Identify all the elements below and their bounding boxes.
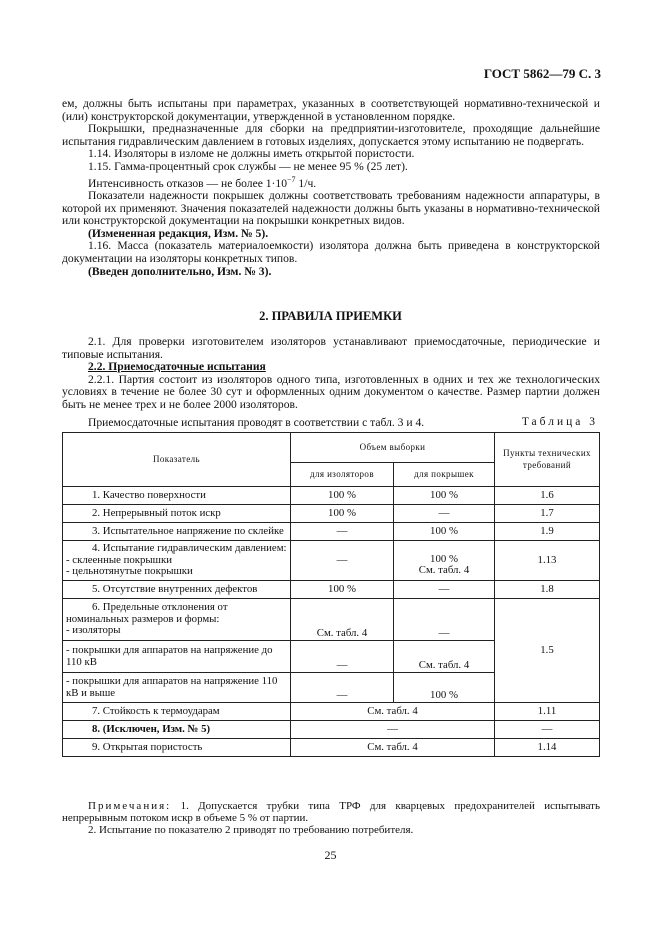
row-covers: — [394, 599, 495, 641]
row-insulators: — [291, 673, 394, 703]
row-indicator: 7. Стойкость к термоударам [63, 703, 291, 721]
failure-rate-text: Интенсивность отказов — не более 1·10 [88, 176, 288, 190]
header-indicator: Показатель [63, 433, 291, 487]
table-row [63, 581, 600, 599]
row-covers [394, 541, 495, 581]
row-clause: 1.9 [495, 523, 600, 541]
clause-2-2-heading: 2.2. Приемосдаточные испытания [88, 360, 266, 374]
row-indicator-title: 6. Предельные отклонения от номинальных размеров и формы: [66, 601, 228, 625]
row-covers: 100 % [394, 523, 495, 541]
row-indicator: 1. Качество поверхности [63, 487, 291, 505]
row-clause: 1.5 [495, 599, 600, 703]
failure-rate [62, 174, 600, 190]
failure-rate-unit: 1/ч. [295, 176, 317, 190]
row-clause: 1.11 [495, 703, 600, 721]
row-covers: — [394, 505, 495, 523]
clause-2-2-1: 2.2.1. Партия состоит из изоляторов одного типа, изготовленных в одних и тех же технологических условиях в течение не более 30 сут и оформленных одним документом о качестве. Размер партии должен быть не менее трех и не более 2000 изоляторов. [62, 372, 600, 411]
table-row [63, 739, 600, 757]
header-insulators: для изоляторов [291, 463, 394, 487]
running-header: ГОСТ 5862—79 С. 3 [483, 66, 601, 81]
row-indicator: 8. (Исключен, Изм. № 5) [63, 721, 291, 739]
table-notes [62, 800, 600, 836]
continuation-text [62, 98, 600, 278]
paragraph: Приемосдаточные испытания проводят в соответствии с табл. 3 и 4. [88, 415, 425, 429]
row-insulators: См. табл. 4 [291, 599, 394, 641]
row-indicator [63, 541, 291, 581]
header-clauses: Пункты технических требований [495, 433, 600, 487]
notes-label: Примечания: [88, 800, 172, 812]
row-indicator: 9. Открытая пористость [63, 739, 291, 757]
row-indicator: 5. Отсутствие внутренних дефектов [63, 581, 291, 599]
row-clause: 1.7 [495, 505, 600, 523]
section-title: 2. ПРАВИЛА ПРИЕМКИ [259, 309, 402, 323]
row-covers: 100 % [394, 487, 495, 505]
table-row [63, 541, 600, 581]
row-sample-merged: — [291, 721, 495, 739]
row-indicator: 3. Испытательное напряжение по склейке [63, 523, 291, 541]
row-indicator-sub: - цельнотянутые покрышки [66, 565, 193, 578]
table-caption: Таблица 3 [521, 416, 598, 428]
row-clause: 1.13 [495, 541, 600, 581]
row-indicator-sub: - склеенные покрышки [66, 553, 173, 566]
amendment-note: (Измененная редакция, Изм. № 5). [88, 226, 269, 240]
row-sample-merged: См. табл. 4 [291, 703, 495, 721]
row-covers: 100 % [394, 673, 495, 703]
clause-1-14: 1.14. Изоляторы в изломе не должны иметь открытой пористости. [88, 147, 415, 161]
table-row [63, 505, 600, 523]
row-indicator [63, 599, 291, 641]
clause-1-16: 1.16. Масса (показатель материалоемкости) изолятора должна быть приведена в конструкторской документации на изоляторы конкретных типов. [62, 239, 600, 265]
row-indicator: - покрышки для аппаратов на напряжение 110 кВ и выше [63, 673, 291, 703]
row-covers: — [394, 581, 495, 599]
failure-rate-exponent: −7 [287, 174, 296, 184]
header-covers: для покрышек [394, 463, 495, 487]
table-row [63, 599, 600, 641]
row-insulators: 100 % [291, 581, 394, 599]
header-sample-size: Объем выборки [291, 433, 495, 463]
note-1 [62, 800, 600, 824]
row-insulators: 100 % [291, 505, 394, 523]
note-2: 2. Испытание по показателю 2 приводят по требованию потребителя. [88, 824, 414, 836]
clause-1-15: 1.15. Гамма-процентный срок службы — не менее 95 % (25 лет). [88, 159, 408, 173]
row-sample-merged: См. табл. 4 [291, 739, 495, 757]
note-1-text: 1. Допускается трубки типа ТРФ для кварцевых предохранителей испытывать непрерывным потоком искр в объеме 5 % от партии. [62, 800, 600, 824]
row-insulators: — [291, 641, 394, 673]
row-covers: См. табл. 4 [394, 641, 495, 673]
paragraph: Покрышки, предназначенные для сборки на предприятии-изготовителе, проходящие дальнейшие испытания гидравлическим давлением в готовых изделиях, допускается этому испытанию не подвергать. [62, 122, 600, 148]
row-indicator: 2. Непрерывный поток искр [63, 505, 291, 523]
acceptance-tests-table [62, 432, 600, 757]
row-insulators: — [291, 523, 394, 541]
row-indicator-title: 4. Испытание гидравлическим давлением: [92, 542, 287, 555]
table-row [63, 721, 600, 739]
paragraph: Показатели надежности покрышек должны соответствовать требованиям надежности аппаратуры, в которой их применяют. Значения показателей надежности должны быть указаны в нормативно-технической или конструкторской документации на покрышки конкретных видов. [62, 189, 600, 228]
row-clause: 1.8 [495, 581, 600, 599]
row-indicator-sub: - изоляторы [66, 624, 121, 637]
row-covers-value: См. табл. 4 [418, 564, 470, 576]
row-insulators: — [291, 541, 394, 581]
row-clause: 1.6 [495, 487, 600, 505]
table-row [63, 523, 600, 541]
row-clause: — [495, 721, 600, 739]
page-number: 25 [324, 848, 337, 862]
row-covers-value: 100 % [430, 552, 458, 565]
table-row [63, 703, 600, 721]
amendment-note: (Введен дополнительно, Изм. № 3). [88, 264, 272, 278]
clause-2-1: 2.1. Для проверки изготовителем изоляторов устанавливают приемосдаточные, периодические и типовые испытания. [62, 335, 600, 361]
row-indicator: - покрышки для аппаратов на напряжение до 110 кВ [63, 641, 291, 673]
row-insulators: 100 % [291, 487, 394, 505]
paragraph: ем, должны быть испытаны при параметрах, указанных в соответствующей нормативно-технической и (или) конструкторской документации, утвержденной в установленном порядке. [62, 97, 600, 123]
row-clause: 1.14 [495, 739, 600, 757]
section-text [62, 336, 600, 429]
table-row [63, 487, 600, 505]
